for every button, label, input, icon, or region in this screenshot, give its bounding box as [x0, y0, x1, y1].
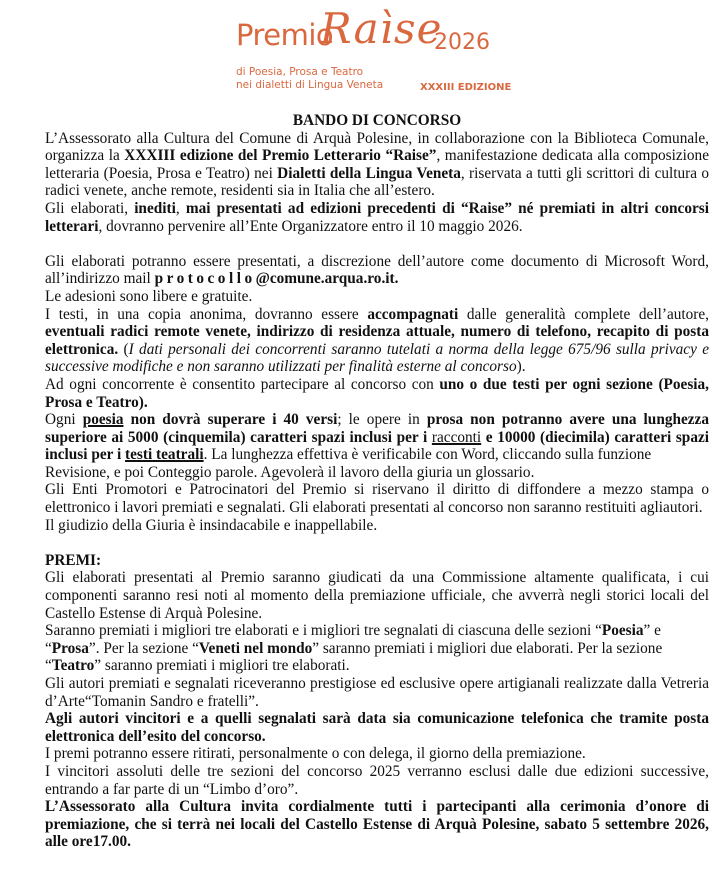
text: Ad ogni concorrente è consentito partecipare al concorso con — [45, 375, 440, 393]
logo-raise-script: Raìse — [320, 4, 443, 53]
text: ; le opere in — [337, 411, 427, 429]
paragraph-rights: Gli Enti Promotori e Patrocinatori del Premio si riservano il diritto di diffondere a mezzo stampa o elettronico i lavori premiati e segnalati. Gli elaborati presentati al concorso non saranno restituiti agliautori. — [45, 481, 709, 517]
bold-text: accompagnati — [367, 305, 459, 323]
text: , manifestazione dedicata alla composizione letteraria (Poesia, Prosa e Teatro) nei — [45, 147, 709, 182]
document-title: BANDO DI CONCORSO — [292, 112, 462, 129]
paragraph-intro — [45, 130, 709, 200]
paragraph-entries — [45, 376, 709, 411]
text: ). — [516, 358, 526, 376]
logo-subtitle-line1: di Poesia, Prosa e Teatro — [236, 66, 364, 78]
bold-text: Veneti nel mondo — [198, 639, 313, 657]
text: ” e — [643, 622, 661, 640]
text: , — [175, 199, 186, 217]
underlined-testi-teatrali: testi teatrali — [125, 446, 204, 464]
text: Ogni — [45, 411, 83, 429]
bold-text: XXXIII edizione del Premio Letterario “Raise” — [124, 147, 437, 165]
text: ”. Per la sezione “ — [88, 639, 199, 657]
bold-text: e 10000 (diecimila) caratteri spazi inclusi per i — [45, 428, 710, 464]
text: , dovranno pervenire all’Ente Organizzatore entro il 10 maggio 2026. — [98, 217, 523, 235]
bold-text: uno o due testi per ogni sezione (Poesia, Prosa e Teatro). — [45, 375, 709, 411]
bold-text: Teatro — [51, 657, 95, 675]
premio-raise-logo — [0, 0, 719, 100]
text: Gli elaborati, — [45, 199, 135, 217]
text: L’Assessorato alla Cultura del Comune di Arquà Polesine, in collaborazione con la Biblioteca Comunale, organizza la — [45, 129, 709, 165]
bold-text: Dialetti della Lingua Veneta — [277, 164, 461, 182]
bold-text: Prosa — [51, 639, 89, 657]
logo-subtitle — [236, 66, 383, 92]
paragraph-notification — [45, 710, 709, 745]
paragraph-commission: Gli elaborati presentati al Premio saranno giudicati da una Commissione altamente qualificata, i cui componenti saranno resi noti al momento della premiazione ufficiale, che avverrà negli storici locali del Castello Estense di Arquà Polesine. — [45, 569, 709, 622]
paragraph-length-limits — [45, 411, 709, 464]
underlined-poesia: poesia — [82, 411, 124, 429]
bold-text: non dovrà superare i 40 versi — [123, 411, 338, 429]
logo-premio-text: Premio — [236, 18, 334, 52]
text: I testi, in una copia anonima, dovranno essere — [45, 305, 368, 323]
text: ( — [118, 340, 129, 358]
paragraph-prizes: Gli autori premiati e segnalati riceveranno prestigiose ed esclusive opere artigianali realizzate dalla Vetreria d’Arte“Tomanin Sandro e fratelli”. — [45, 675, 709, 710]
premi-heading-text: PREMI: — [45, 551, 102, 569]
paragraph-jury: Il giudizio della Giuria è insindacabile e inappellabile. — [45, 516, 378, 534]
paragraph-ceremony — [45, 798, 709, 851]
spacer — [45, 235, 709, 253]
email-link[interactable] — [155, 270, 399, 287]
paragraph-word-count: Revisione, e poi Conteggio parole. Agevolerà il lavoro della giuria un glossario. — [45, 463, 535, 481]
paragraph-submission — [45, 253, 709, 288]
bold-text: L’Assessorato alla Cultura invita cordialmente tutti i partecipanti alla cerimonia d’onore di premiazione, che si terrà nei locali del Castello Estense di Arquà Polesine, sabato 5 settembre 2026, alle ore17.00. — [45, 798, 709, 851]
italic-privacy-note: I dati personali dei concorrenti saranno tutelati a norma della legge 675/96 sulla privacy e successive modifiche e non saranno utilizzati per finalità esterne al concorso — [45, 340, 709, 376]
logo-subtitle-line2: nei dialetti di Lingua Veneta — [236, 79, 384, 91]
spacer — [45, 534, 709, 552]
bold-text: Agli autori vincitori e a quelli segnalati sarà data sia comunicazione telefonica che tramite posta elettronica dell’esito del concorso. — [45, 710, 709, 745]
bold-text: inediti — [134, 199, 176, 217]
underlined-racconti: racconti — [431, 428, 482, 446]
text: ” saranno premiati i migliori tre elaborati. — [94, 657, 350, 675]
logo-year: 2026 — [434, 30, 490, 55]
paragraph-collection: I premi potranno essere ritirati, personalmente o con delega, il giorno della premiazione. — [45, 745, 586, 763]
text: ” saranno premiati i migliori due elaborati. Per la sezione — [312, 639, 663, 657]
bold-text: Poesia — [601, 622, 644, 640]
text: Gli elaborati potranno essere presentati, a discrezione dell’autore come documento di Microsoft Word, all’indirizzo mail — [45, 252, 709, 288]
text: “ — [45, 657, 52, 675]
logo-edition: XXXIII EDIZIONE — [420, 82, 512, 93]
text: “ — [45, 639, 52, 657]
document-body — [45, 112, 709, 851]
premi-heading — [45, 552, 709, 570]
paragraph-winners — [45, 622, 709, 675]
paragraph-anonymous — [45, 306, 709, 376]
text: . La lunghezza effettiva è verificabile con Word, cliccando sulla funzione — [203, 446, 652, 464]
email-user: protocollo — [154, 270, 256, 288]
bold-text: mai presentati ad edizioni precedenti di “Raise” né premiati in altri concorsi letterari — [45, 199, 709, 235]
bold-text: prosa non potranno avere una lunghezza superiore ai 5000 (cinquemila) caratteri spazi inclusi per i — [45, 411, 709, 446]
paragraph-requirements — [45, 200, 709, 235]
text: dalle generalità complete dell’autore, — [458, 305, 709, 323]
paragraph-free: Le adesioni sono libere e gratuite. — [45, 287, 253, 305]
bold-text: eventuali radici remote venete, indirizzo di residenza attuale, numero di telefono, recapito di posta elettronica. — [45, 323, 709, 358]
text: , riservata a tutti gli scrittori di cultura o radici venete, anche remote, residenti sia in Italia che all’estero. — [45, 164, 709, 200]
text: Saranno premiati i migliori tre elaborati e i migliori tre segnalati di ciascuna delle sezioni “ — [45, 622, 602, 640]
email-domain: @comune.arqua.ro.it. — [255, 270, 399, 288]
paragraph-limbo: I vincitori assoluti delle tre sezioni del concorso 2025 verranno esclusi dalle due edizioni successive, entrando a far parte di un “Limbo d’oro”. — [45, 762, 709, 798]
